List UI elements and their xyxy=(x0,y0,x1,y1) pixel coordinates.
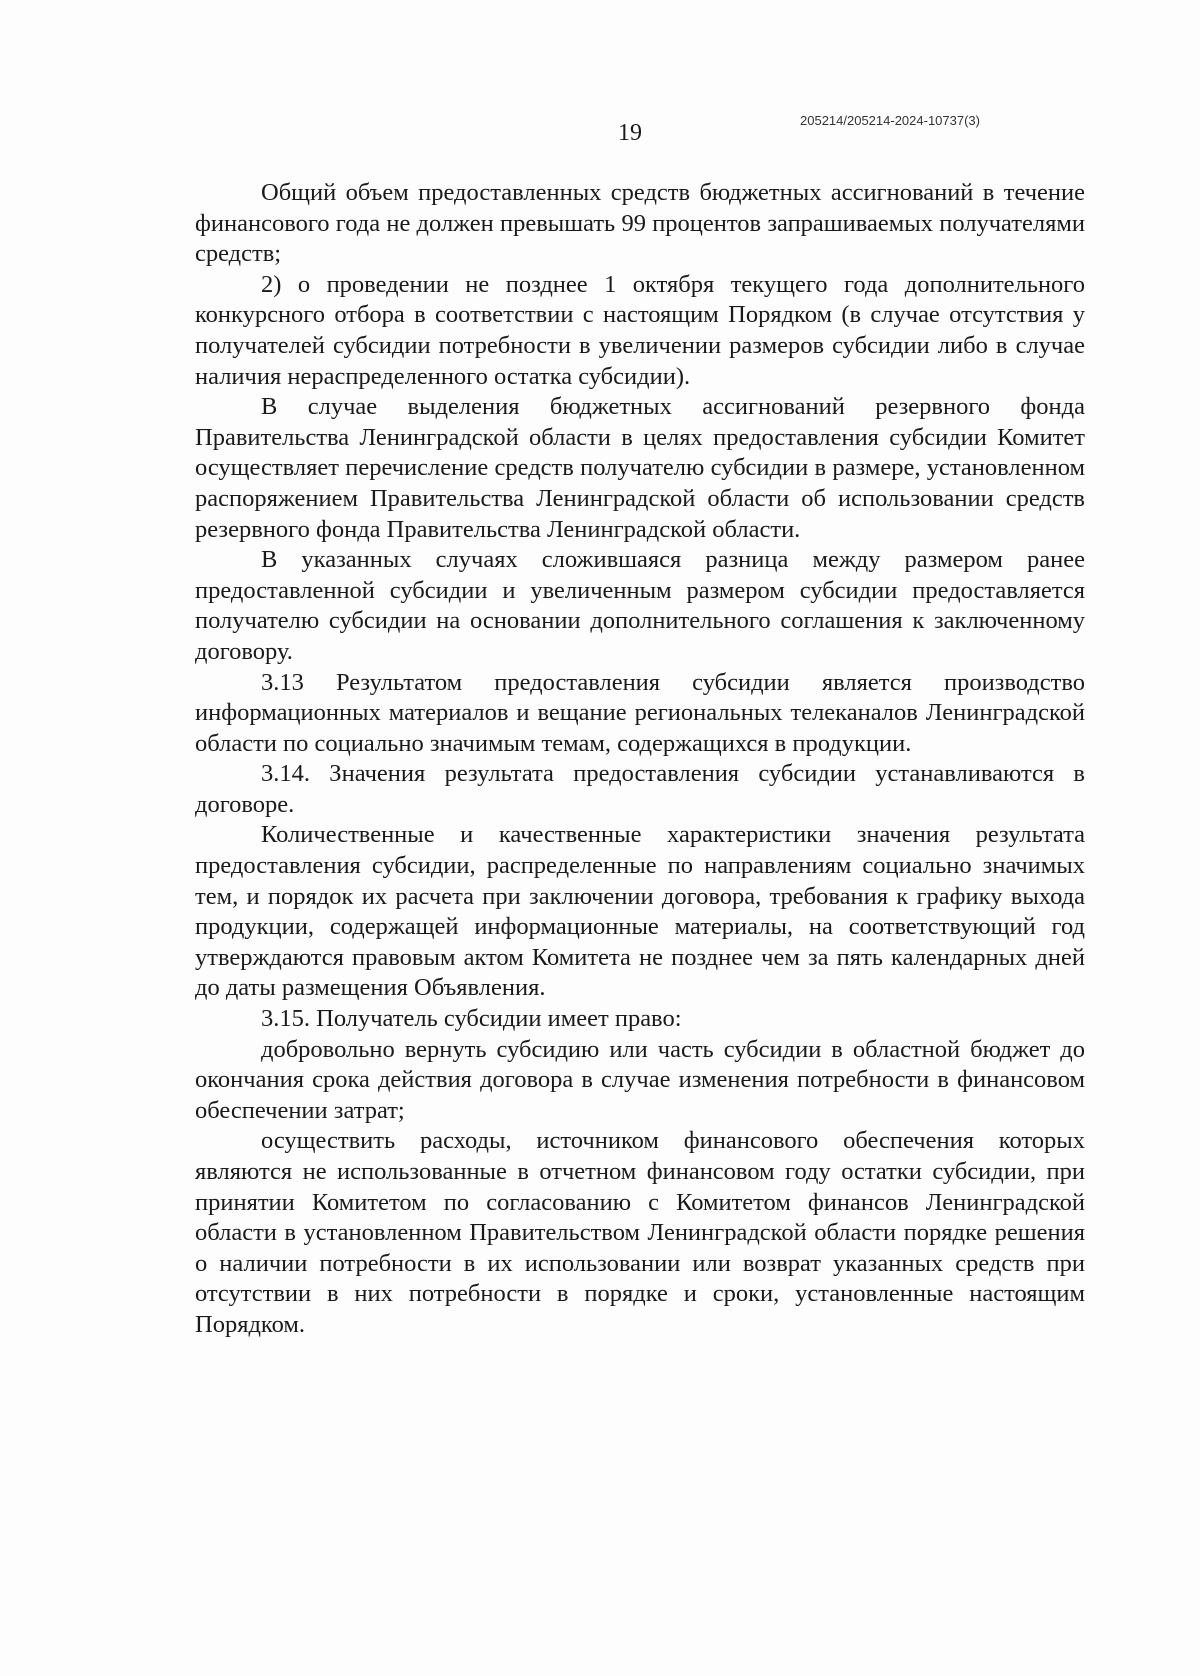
paragraph-expenses: осуществить расходы, источником финансового обеспечения которых являются не использованные в отчетном финансовом году остатки субсидии, при принятии Комитетом по согласованию с Комитетом финансов Ленинградской области в установленном Правительством Ленинградской области порядке решения о наличии потребности в их использовании или возврат указанных средств при отсутствии в них потребности в порядке и сроки, установленные настоящим Порядком. xyxy=(195,1127,1085,1338)
paragraph-3-15: 3.15. Получатель субсидии имеет право: xyxy=(261,1005,682,1033)
paragraph-additional-selection: 2) о проведении не позднее 1 октября текущего года дополнительного конкурсного отбора в соответствии с настоящим Порядком (в случае отсутствия у получателей субсидии потребности в увеличении размеров субсидии либо в случае наличия нераспределенного остатка субсидии). xyxy=(195,270,1085,390)
paragraph-3-14: 3.14. Значения результата предоставления субсидии устанавливаются в договоре. xyxy=(195,760,1085,818)
paragraph-characteristics: Количественные и качественные характеристики значения результата предоставления субсидии, распределенные по направлениям социально значимых тем, и порядок их расчета при заключении договора, требования к графику выхода продукции, содержащей информационные материалы, на соответствующий год утверждаются правовым актом Комитета не позднее чем за пять календарных дней до даты размещения Объявления. xyxy=(195,821,1085,1002)
document-id: 205214/205214-2024-10737(3) xyxy=(800,113,980,128)
paragraph-voluntary-return: добровольно вернуть субсидию или часть субсидии в областной бюджет до окончания срока действия договора в случае изменения потребности в финансовом обеспечении затрат; xyxy=(195,1035,1085,1124)
document-body xyxy=(195,178,1085,1341)
page-number: 19 xyxy=(618,120,642,146)
paragraph-budget-volume: Общий объем предоставленных средств бюджетных ассигнований в течение финансового года не должен превышать 99 процентов запрашиваемых получателями средств; xyxy=(195,179,1085,268)
paragraph-difference: В указанных случаях сложившаяся разница между размером ранее предоставленной субсидии и увеличенным размером субсидии предоставляется получателю субсидии на основании дополнительного соглашения к заключенному договору. xyxy=(195,546,1085,665)
paragraph-reserve-fund: В случае выделения бюджетных ассигнований резервного фонда Правительства Ленинградской области в целях предоставления субсидии Комитет осуществляет перечисление средств получателю субсидии в размере, установленном распоряжением Правительства Ленинградской области об использовании средств резервного фонда Правительства Ленинградской области. xyxy=(195,393,1085,543)
paragraph-3-13: 3.13 Результатом предоставления субсидии является производство информационных материалов и вещание региональных телеканалов Ленинградской области по социально значимым темам, содержащихся в продукции. xyxy=(195,668,1085,757)
